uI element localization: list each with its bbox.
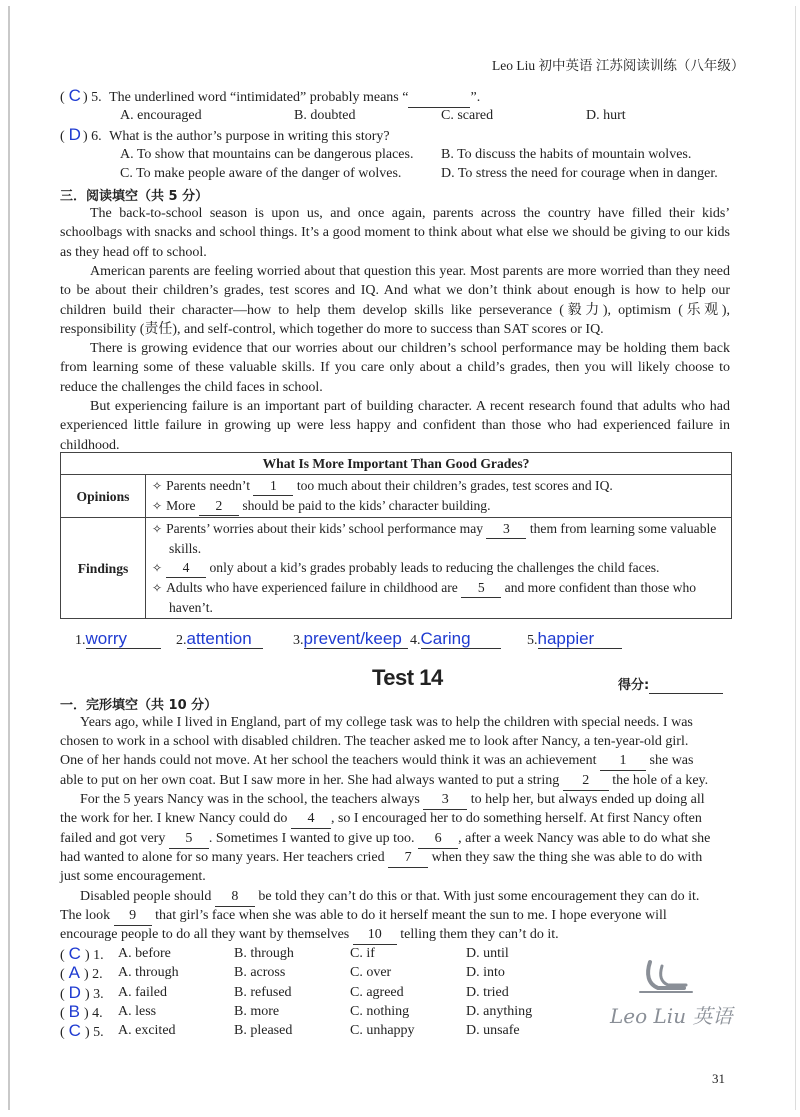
logo-mark-icon (606, 958, 726, 998)
summary-table (60, 452, 732, 619)
option-c: C. agreed (350, 985, 404, 1000)
option-b: B. pleased (234, 1023, 293, 1038)
q6-option-c: C. To make people aware of the danger of wolves. (120, 166, 402, 181)
cloze-line-6: the work for her. I knew Nancy could do 4 , so I encouraged her to do something herself. At first Nancy often (60, 810, 702, 829)
option-d: D. until (466, 946, 509, 961)
answer-row-5: 5.happier (527, 630, 622, 650)
diamond-icon: ✧ (152, 561, 163, 575)
answer-row-3: 3.prevent/keep (293, 630, 408, 650)
q6-option-b: B. To discuss the habits of mountain wolves. (441, 147, 692, 162)
option-d: D. into (466, 965, 505, 980)
opinions-label: Opinions (61, 475, 146, 518)
diamond-icon: ✧ (152, 499, 163, 513)
option-b: B. refused (234, 985, 292, 1000)
leo-liu-logo (606, 958, 733, 1028)
cloze-option-row: ( A ) 2. (60, 963, 103, 982)
cloze-line-8: had wanted to alone for so many years. Her teachers cried 7 when they saw the thing she was able to do with (60, 849, 702, 868)
option-c: C. over (350, 965, 392, 980)
cloze-option-row: ( C ) 5. (60, 1021, 104, 1040)
test-title: Test 14 (372, 665, 443, 690)
option-c: C. unhappy (350, 1023, 415, 1038)
section-3-title: 三．阅读填空（共 5 分） (60, 189, 209, 204)
option-b: B. more (234, 1004, 280, 1019)
passage-p2: American parents are feeling worried about that question this year. Most parents are more worried than they need to be about their children’s grades, test scores and IQ. And what we don’t think about enough is how to help our children build their character—how to help them develop skills like perseverance (毅力), optimism (乐观), responsibility (责任), and self-control, which together do more to success than SAT scores or IQ. (60, 264, 730, 337)
passage-p1: The back-to-school season is upon us, and once again, parents across the country have filled their kids’ schoolbags with snacks and school things. It’s a good moment to think about what else we should be giving to our kids as they head off to school. (60, 206, 730, 260)
q6-option-d: D. To stress the need for courage when in danger. (441, 166, 718, 181)
findings-label: Findings (61, 518, 146, 619)
option-a: A. through (118, 965, 179, 980)
option-c: C. nothing (350, 1004, 410, 1019)
section-1-title: 一．完形填空（共 10 分） (60, 698, 218, 713)
running-header: Leo Liu 初中英语 江苏阅读训练（八年级） (492, 58, 745, 73)
score-field: 得分: (618, 674, 723, 694)
cloze-line-10: Disabled people should 8 be told they can’t do this or that. With just some encouragement they can do it. (80, 888, 699, 907)
opinions-cell: ✧ Parents needn’t 1 too much about their children’s grades, test scores and IQ. ✧ More 2 should be paid to the kids’ character building. (146, 475, 732, 518)
logo-text: Leo Liu 英语 (610, 1004, 733, 1028)
cloze-line-1: Years ago, while I lived in England, part of my college task was to help the children with special needs. I was (80, 715, 693, 730)
cloze-line-11: The look 9 that girl’s face when she was able to do it herself meant the sun to me. I hope everyone will (60, 907, 667, 926)
option-b: B. through (234, 946, 294, 961)
q6-option-a: A. To show that mountains can be dangerous places. (120, 147, 414, 162)
option-c: C. if (350, 946, 375, 961)
option-d: D. anything (466, 1004, 533, 1019)
cloze-line-3: One of her hands could not move. At her school the teachers would think it was an achievement 1 she was (60, 752, 693, 771)
diamond-icon: ✧ (152, 522, 163, 536)
option-b: B. across (234, 965, 286, 980)
q5-option-c: C. scared (441, 108, 494, 123)
q5-option-b: B. doubted (294, 108, 356, 123)
cloze-option-row: ( B ) 4. (60, 1002, 103, 1021)
q5-option-a: A. encouraged (120, 108, 202, 123)
question-6: ( D ) 6. What is the author’s purpose in writing this story? (60, 125, 390, 144)
question-5: ( C ) 5. The underlined word “intimidated” probably means “ ”. (60, 87, 480, 108)
option-a: A. less (118, 1004, 157, 1019)
answer-row-2: 2.attention (176, 630, 263, 650)
passage-p4: But experiencing failure is an important part of building character. A recent research found that adults who had experienced little failure in growing up were less happy and confident than those who had experienced failure in childhood. (60, 399, 730, 453)
option-a: A. before (118, 946, 171, 961)
q5-option-d: D. hurt (586, 108, 626, 123)
cloze-line-12: encourage people to do all they want by themselves 10 telling them they can’t do it. (60, 926, 559, 945)
cloze-line-7: failed and got very 5 . Sometimes I wanted to give up too. 6 , after a week Nancy was able to do what she (60, 830, 710, 849)
table-title: What Is More Important Than Good Grades? (61, 453, 732, 475)
answer-row-4: 4.Caring (410, 630, 501, 650)
findings-cell: ✧ Parents’ worries about their kids’ school performance may 3 them from learning some valuable skills. ✧ 4 only about a kid’s grades probably leads to reducing the challenges the child faces. ✧ Adults who have experienced failure in childhood are 5 and more confident than those who haven’t. (146, 518, 732, 619)
answer-row-1: 1.worry (75, 630, 161, 650)
option-a: A. failed (118, 985, 167, 1000)
passage-p3: There is growing evidence that our worries about our children’s school performance may be holding them back from learning some of these valuable skills. If you care only about a child’s grades, then you will likely choose to reduce the challenges the child faces in school. (60, 341, 730, 395)
cloze-line-2: chosen to work in a school with disabled children. The teacher asked me to look after Nancy, a ten-year-old girl. (60, 734, 689, 749)
option-d: D. tried (466, 985, 509, 1000)
cloze-line-5: For the 5 years Nancy was in the school, the teachers always 3 to help her, but always ended up doing all (80, 791, 705, 810)
option-d: D. unsafe (466, 1023, 520, 1038)
cloze-line-9: just some encouragement. (60, 869, 206, 884)
page-number: 31 (712, 1071, 725, 1086)
diamond-icon: ✧ (152, 479, 163, 493)
answer-6: D (68, 125, 81, 144)
cloze-option-row: ( C ) 1. (60, 944, 104, 963)
option-a: A. excited (118, 1023, 176, 1038)
answer-5: C (68, 86, 81, 105)
diamond-icon: ✧ (152, 581, 163, 595)
cloze-line-4: able to put on her own coat. But I saw more in her. She had always wanted to put a string 2 the hole of a key. (60, 772, 708, 791)
cloze-option-row: ( D ) 3. (60, 983, 104, 1002)
